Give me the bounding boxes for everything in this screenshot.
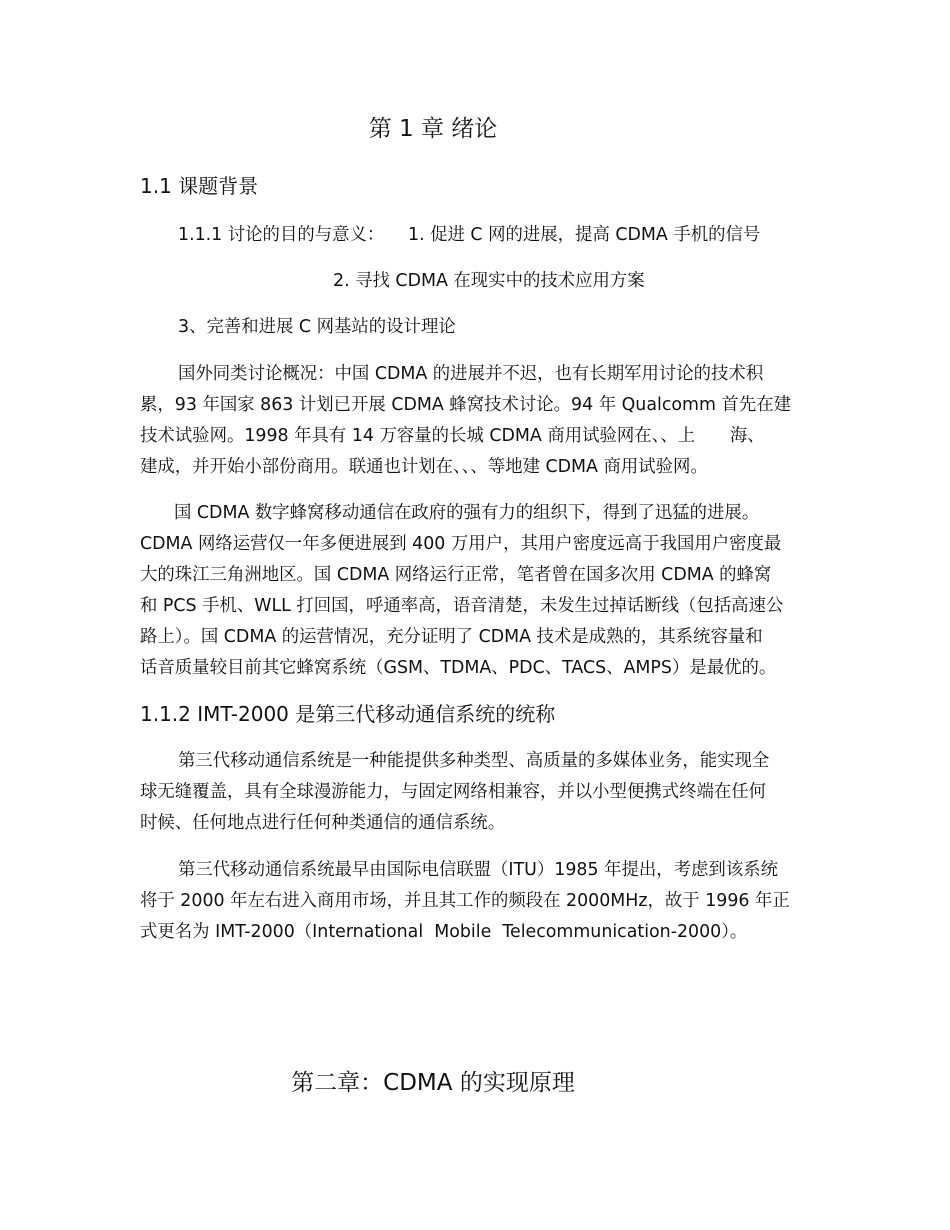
paragraph-status xyxy=(140,498,840,684)
paragraph-line: 累，93 年国家 863 计划已开展 CDMA 蜂窝技术讨论。94 年 Qualcomm 首先在建 xyxy=(140,395,791,415)
paragraph-line: 和 PCS 手机、WLL 打回国，呼通率高，语音清楚，未发生过掉话断线（包括高速公 xyxy=(140,596,784,616)
paragraph-line: 大的珠江三角洲地区。国 CDMA 网络运行正常，笔者曾在国多次用 CDMA 的蜂窝 xyxy=(140,565,772,585)
paragraph-line: 国 CDMA 数字蜂窝移动通信在政府的强有力的组织下，得到了迅猛的进展。 xyxy=(174,503,760,523)
paragraph-line: 路上）。国 CDMA 的运营情况，充分证明了 CDMA 技术是成熟的，其系统容量和 xyxy=(140,627,763,647)
paragraph-line: 将于 2000 年左右进入商用市场，并且其工作的频段在 2000MHz，故于 1996 年正 xyxy=(140,891,790,911)
paragraph-line: 第三代移动通信系统是一种能提供多种类型、高质量的多媒体业务，能实现全 xyxy=(178,751,770,771)
paragraph-line: 技术试验网。1998 年具有 14 万容量的长城 CDMA 商用试验网在、、上 海、 xyxy=(140,426,765,446)
paragraph-line: CDMA 网络运营仅一年多便进展到 400 万用户，其用户密度远高于我国用户密度最 xyxy=(140,534,782,554)
section-1-1-heading: 1.1 课题背景 xyxy=(140,174,259,198)
paragraph-line: 式更名为 IMT-2000（International Mobile Telecommunication-2000）。 xyxy=(140,922,748,942)
section-1-1-2-heading: 1.1.2 IMT-2000 是第三代移动通信系统的统称 xyxy=(140,702,556,726)
paragraph-line: 建成，并开始小部份商用。联通也计划在、、、等地建 CDMA 商用试验网。 xyxy=(140,457,708,477)
chapter-1-title: 第 1 章 绪论 xyxy=(368,116,498,142)
chapter-2-title: 第二章：CDMA 的实现原理 xyxy=(291,1070,575,1096)
paragraph-line: 第三代移动通信系统最早由国际电信联盟（ITU）1985 年提出，考虑到该系统 xyxy=(178,860,778,880)
item-1-1-1-point-2: 2. 寻找 CDMA 在现实中的技术应用方案 xyxy=(333,271,645,291)
paragraph-line: 话音质量较目前其它蜂窝系统（GSM、TDMA、PDC、TACS、AMPS）是最优的。 xyxy=(140,658,777,678)
paragraph-line: 时候、任何地点进行任何种类通信的通信系统。 xyxy=(140,813,506,833)
item-1-1-1-label: 1.1.1 讨论的目的与意义： xyxy=(178,225,385,245)
item-1-1-1-point-3: 3、完善和进展 C 网基站的设计理论 xyxy=(178,317,456,337)
paragraph-line: 球无缝覆盖，具有全球漫游能力，与固定网络相兼容，并以小型便携式终端在任何 xyxy=(140,782,767,802)
paragraph-overview xyxy=(140,359,840,483)
paragraph-history xyxy=(140,855,840,948)
paragraph-line: 国外同类讨论概况：中国 CDMA 的进展并不迟，也有长期军用讨论的技术积 xyxy=(178,364,764,384)
item-1-1-1-point-1: 1. 促进 C 网的进展，提高 CDMA 手机的信号 xyxy=(408,225,761,245)
paragraph-definition xyxy=(140,746,840,839)
